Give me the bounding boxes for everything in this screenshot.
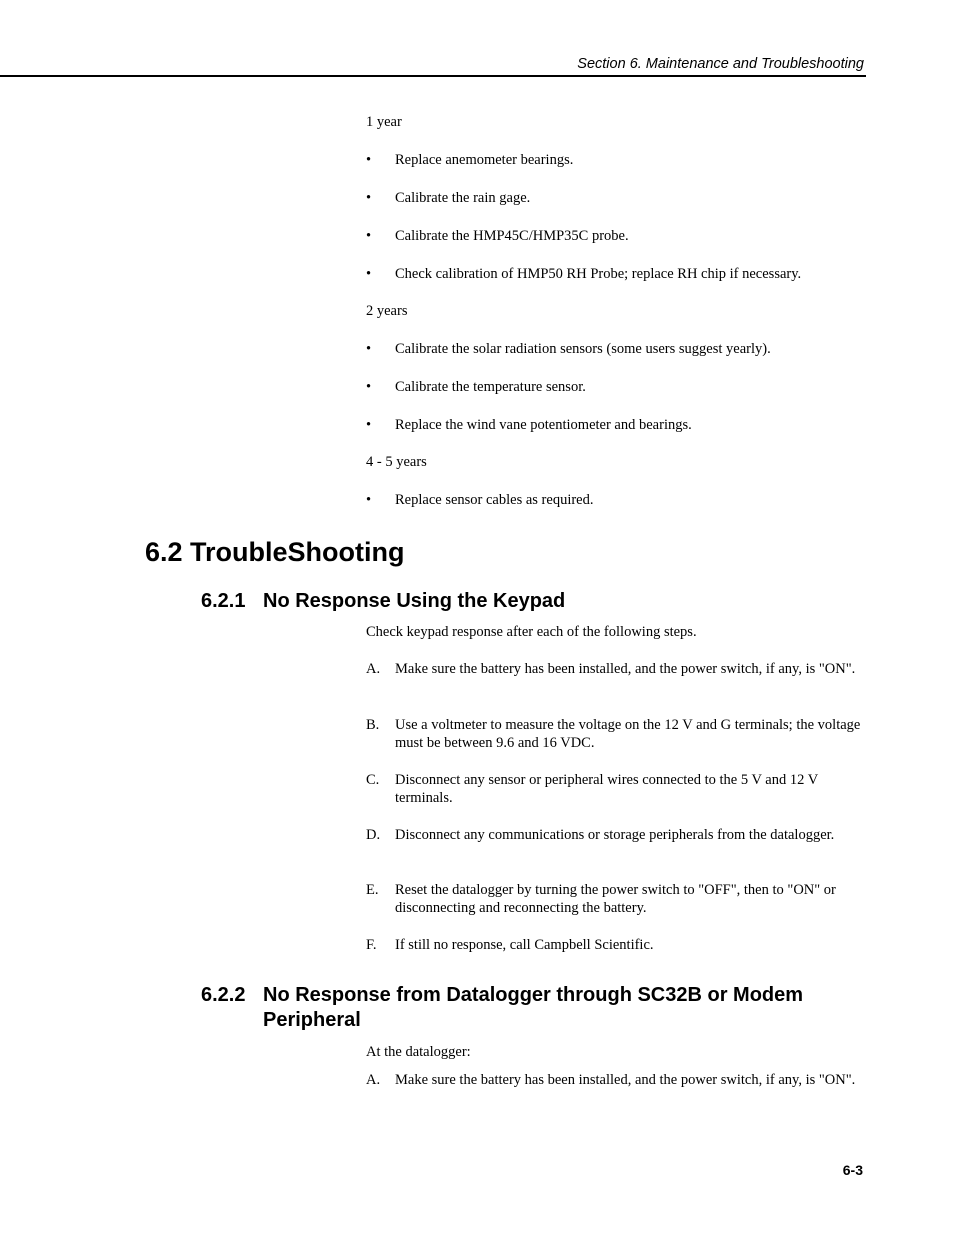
bullet-icon: • (366, 379, 372, 395)
step-item: B. Use a voltmeter to measure the voltage on the 12 V and G terminals; the voltage must be between 9.6 and 16 VDC. (366, 717, 861, 751)
bullet-icon: • (366, 492, 372, 508)
step-item: A. Make sure the battery has been installed, and the power switch, if any, is "ON". (366, 1072, 856, 1088)
step-item: D. Disconnect any communications or storage peripherals from the datalogger. (366, 827, 835, 843)
bullet-icon: • (366, 152, 372, 168)
schedule-label-1-year: 1 year (366, 114, 402, 130)
subsection-intro: Check keypad response after each of the following steps. (366, 624, 697, 640)
subsection-heading-6-2-1: 6.2.1 No Response Using the Keypad (201, 590, 566, 612)
schedule-label-2-years: 2 years (366, 303, 408, 319)
schedule-label-4-5-years: 4 - 5 years (366, 454, 427, 470)
step-item: A. Make sure the battery has been installed, and the power switch, if any, is "ON". (366, 661, 856, 677)
bullet-icon: • (366, 190, 372, 206)
bullet-icon: • (366, 228, 372, 244)
section-heading-6-2: 6.2 TroubleShooting (145, 537, 405, 567)
bullet-icon: • (366, 266, 372, 282)
subsection-intro: At the datalogger: (366, 1044, 471, 1060)
bullet-icon: • (366, 341, 372, 357)
header-rule (0, 75, 866, 77)
step-item: E. Reset the datalogger by turning the power switch to "OFF", then to "ON" or disconnecting and reconnecting the battery. (366, 882, 836, 916)
bullet-icon: • (366, 417, 372, 433)
page-number: 6-3 (842, 1162, 863, 1178)
subsection-heading-6-2-2: 6.2.2 No Response from Datalogger through SC32B or Modem Peripheral (201, 984, 804, 1031)
step-item: C. Disconnect any sensor or peripheral wires connected to the 5 V and 12 V terminals. (366, 772, 818, 806)
step-item: F. If still no response, call Campbell Scientific. (366, 937, 654, 953)
running-header: Section 6. Maintenance and Troubleshooting (577, 56, 864, 72)
